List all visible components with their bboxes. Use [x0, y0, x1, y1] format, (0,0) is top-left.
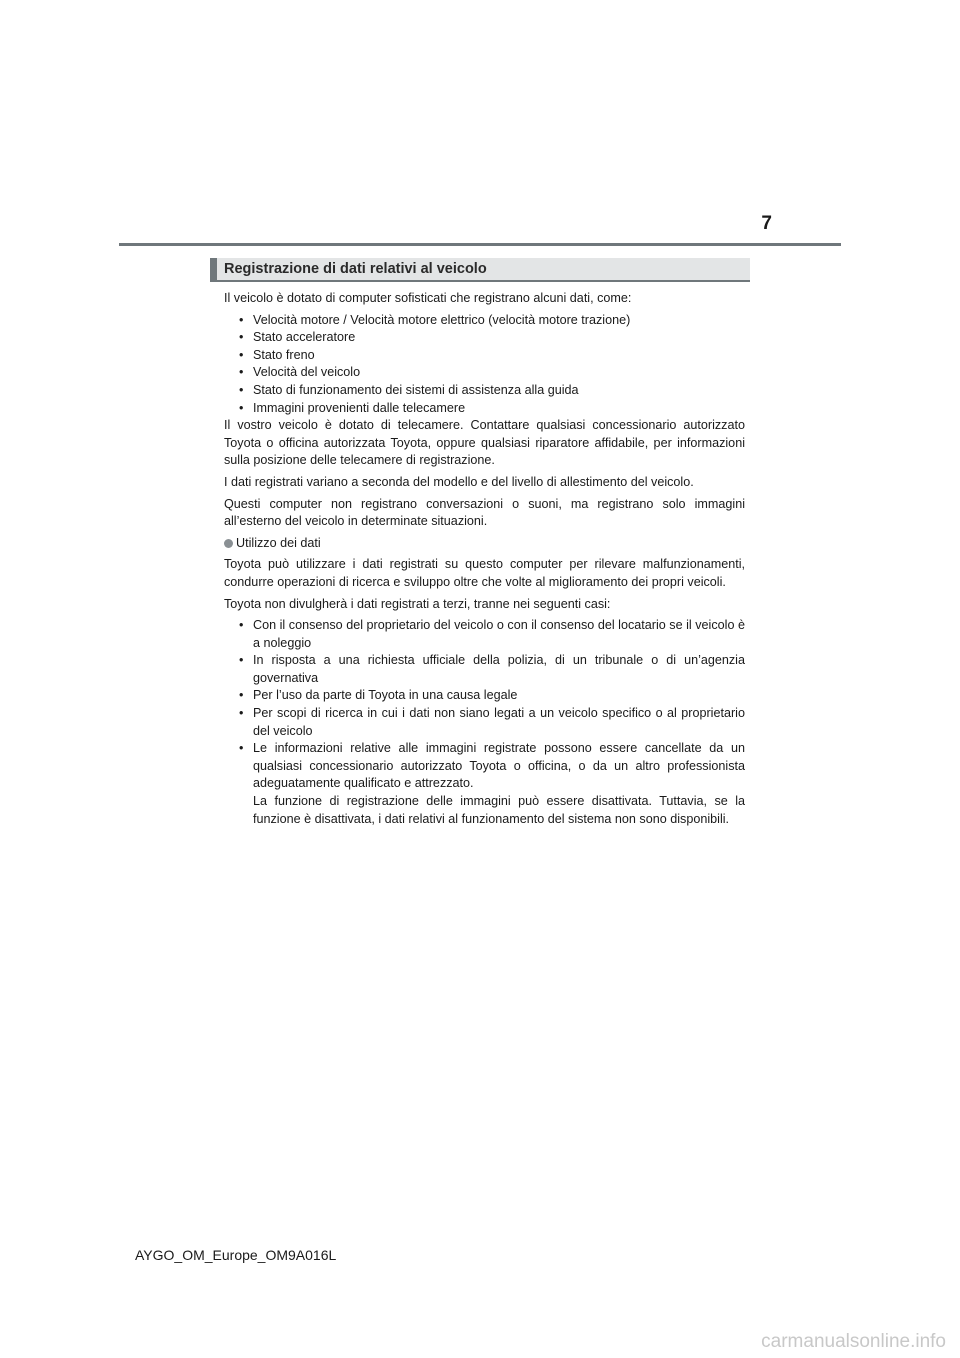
camera-paragraph: Il vostro veicolo è dotato di telecamere. Contattare qualsiasi concessionario autorizzato Toyota o officina autorizzata Toyota, oppure qualsiasi riparatore affidabile, per informazioni sulla posizione delle telecamere di registrazione. — [224, 418, 745, 468]
disclosure-intro: Toyota non divulgherà i dati registrati a terzi, tranne nei seguenti casi: — [224, 596, 611, 611]
subheading-text: Utilizzo dei dati — [236, 535, 321, 550]
circle-bullet-icon — [224, 539, 233, 548]
bullet-icon: • — [239, 330, 244, 345]
list-item-text: Stato di funzionamento dei sistemi di assistenza alla guida — [253, 382, 579, 397]
list-item — [224, 687, 745, 705]
no-audio-paragraph: Questi computer non registrano conversazioni o suoni, ma registrano solo immagini all’esterno del veicolo in determinate situazioni. — [224, 496, 745, 529]
list-item — [224, 652, 745, 687]
watermark: carmanualsonline.info — [761, 1331, 946, 1352]
bullet-icon: • — [239, 653, 244, 668]
list-item — [224, 364, 745, 382]
section-header — [210, 258, 750, 282]
bullet-icon: • — [239, 347, 244, 362]
header-rule — [119, 243, 841, 246]
section-body — [224, 290, 745, 828]
bullet-icon: • — [239, 312, 244, 327]
list-item-text: Per l’uso da parte di Toyota in una causa legale — [253, 688, 518, 703]
usage-paragraph: Toyota può utilizzare i dati registrati su questo computer per rilevare malfunzionamenti, condurre operazioni di ricerca e sviluppo oltre che volte al miglioramento dei propri veicoli. — [224, 557, 745, 589]
list-item — [224, 347, 745, 365]
page-number: 7 — [761, 213, 772, 234]
bullet-icon: • — [239, 688, 244, 703]
bullet-icon: • — [239, 706, 244, 721]
bullet-icon: • — [239, 741, 244, 756]
list-item-text: Immagini provenienti dalle telecamere — [253, 400, 466, 415]
list-item — [224, 312, 745, 330]
list-item-text: Stato acceleratore — [253, 330, 356, 345]
list-item — [224, 382, 745, 400]
subheading — [224, 535, 745, 553]
intro-paragraph: Il veicolo è dotato di computer sofisticati che registrano alcuni dati, come: — [224, 291, 632, 305]
list-item-text: Con il consenso del proprietario del veicolo o con il consenso del locatario se il veicolo è a noleggio — [253, 618, 745, 650]
list-item — [224, 617, 745, 652]
disclosure-list — [224, 617, 745, 828]
list-item-text: Velocità motore / Velocità motore elettrico (velocità motore trazione) — [253, 312, 631, 327]
bullet-icon: • — [239, 365, 244, 380]
list-item-text: Per scopi di ricerca in cui i dati non siano legati a un veicolo specifico o al proprietario del veicolo — [253, 706, 745, 738]
list-item — [224, 705, 745, 740]
list-item — [224, 329, 745, 347]
bullet-icon: • — [239, 618, 244, 633]
list-item-text: In risposta a una richiesta ufficiale della polizia, di un tribunale o di un’agenzia governativa — [253, 653, 745, 685]
list-item-text: Velocità del veicolo — [253, 365, 361, 380]
list-item-note: La funzione di registrazione delle immagini può essere disattivata. Tuttavia, se la funzione è disattivata, i dati relativi al funzionamento del sistema non sono disponibili. — [253, 794, 745, 826]
recorded-data-list — [224, 312, 745, 418]
list-item — [224, 400, 745, 418]
list-item-text: Stato freno — [253, 347, 315, 362]
section-title: Registrazione di dati relativi al veicolo — [224, 261, 487, 277]
list-item — [224, 740, 745, 828]
list-item-text: Le informazioni relative alle immagini registrate possono essere cancellate da un qualsiasi concessionario autorizzato Toyota o officina, o da un altro professionista adeguatamente qualificato e attrezzato. — [253, 741, 745, 791]
section-header-accent-bar — [210, 258, 217, 280]
bullet-icon: • — [239, 400, 244, 415]
bullet-icon: • — [239, 382, 244, 397]
variation-paragraph: I dati registrati variano a seconda del modello e del livello di allestimento del veicolo. — [224, 474, 694, 489]
footer-code: AYGO_OM_Europe_OM9A016L — [135, 1247, 337, 1263]
